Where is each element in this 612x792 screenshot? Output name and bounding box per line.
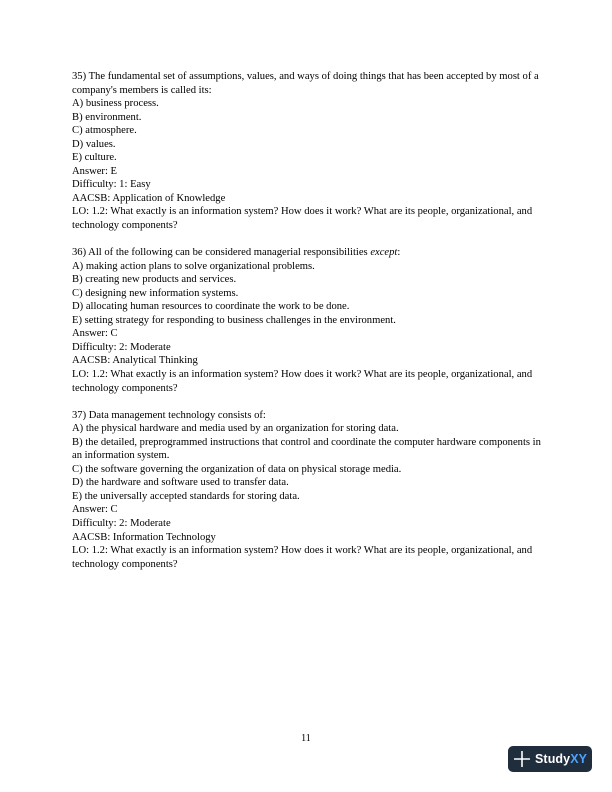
- question-37: [72, 409, 542, 572]
- option-e: E) culture.: [72, 152, 117, 164]
- option-c: C) atmosphere.: [72, 125, 137, 137]
- option-e: E) setting strategy for responding to business challenges in the environment.: [72, 314, 396, 326]
- answer: Answer: E: [72, 165, 118, 177]
- option-c: C) the software governing the organization of data on physical storage media.: [72, 463, 402, 475]
- option-c: C) designing new information systems.: [72, 287, 239, 299]
- plus-sparkle-icon: [514, 751, 530, 767]
- option-d: D) allocating human resources to coordinate the work to be done.: [72, 301, 350, 313]
- option-b: B) the detailed, preprogrammed instructions that control and coordinate the computer hardware components in an information system.: [72, 436, 541, 462]
- answer: Answer: C: [72, 328, 118, 340]
- page-number: 11: [301, 733, 311, 744]
- aacsb: AACSB: Application of Knowledge: [72, 192, 226, 204]
- option-e: E) the universally accepted standards for storing data.: [72, 490, 300, 502]
- aacsb: AACSB: Analytical Thinking: [72, 355, 198, 367]
- option-a: A) making action plans to solve organizational problems.: [72, 260, 315, 272]
- studyxy-badge[interactable]: [508, 746, 592, 772]
- stem-emphasis: except: [370, 247, 398, 259]
- option-b: B) creating new products and services.: [72, 274, 237, 286]
- answer: Answer: C: [72, 504, 118, 516]
- option-b: B) environment.: [72, 111, 142, 123]
- document-page: [72, 70, 542, 585]
- badge-label-main: Study: [535, 752, 571, 766]
- difficulty: Difficulty: 2: Moderate: [72, 341, 171, 353]
- stem-suffix: :: [397, 247, 401, 259]
- question-stem: 37) Data management technology consists of:: [72, 409, 266, 421]
- difficulty: Difficulty: 2: Moderate: [72, 517, 171, 529]
- learning-objective: LO: 1.2: What exactly is an information system? How does it work? What are its people, organizational, and technology components?: [72, 368, 533, 394]
- question-36: [72, 246, 542, 395]
- question-stem: 35) The fundamental set of assumptions, values, and ways of doing things that has been accepted by most of a company's members is called its:: [72, 71, 539, 96]
- option-d: D) values.: [72, 138, 116, 150]
- question-35: [72, 70, 542, 233]
- difficulty: Difficulty: 1: Easy: [72, 179, 151, 191]
- badge-label: [535, 752, 587, 766]
- learning-objective: LO: 1.2: What exactly is an information system? How does it work? What are its people, organizational, and technology components?: [72, 206, 533, 232]
- aacsb: AACSB: Information Technology: [72, 531, 216, 543]
- option-a: A) business process.: [72, 98, 159, 110]
- option-d: D) the hardware and software used to transfer data.: [72, 477, 289, 489]
- question-stem: [72, 246, 542, 260]
- option-a: A) the physical hardware and media used by an organization for storing data.: [72, 423, 399, 435]
- badge-label-accent: XY: [570, 752, 588, 766]
- stem-prefix: 36) All of the following can be considered managerial responsibilities: [72, 247, 371, 259]
- learning-objective: LO: 1.2: What exactly is an information system? How does it work? What are its people, organizational, and technology components?: [72, 545, 533, 570]
